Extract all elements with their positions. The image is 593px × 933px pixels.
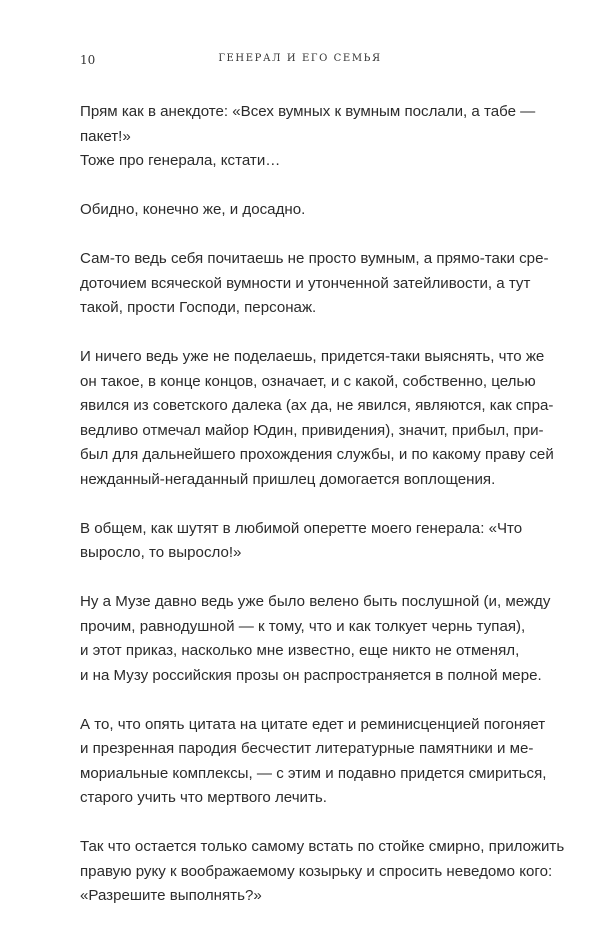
page-number: 10: [80, 53, 96, 67]
paragraph: [80, 100, 536, 174]
text-line: выросло, то выросло!»: [80, 544, 242, 561]
text-line: старого учить что мертвого лечить.: [80, 789, 327, 806]
text-line: ведливо отмечал майор Юдин, привидения), значит, прибыл, при-: [80, 421, 544, 439]
paragraph: [80, 590, 551, 688]
text-line: прочим, равнодушной — к тому, что и как толкует чернь тупая),: [80, 617, 526, 635]
text-line: Прям как в анекдоте: «Всех вумных к вумным послали, а табе —: [80, 103, 536, 120]
page-header: [80, 53, 520, 69]
text-line: Ну а Музе давно ведь уже было велено быть послушной (и, между: [80, 593, 551, 610]
text-line: нежданный-негаданный пришлец домогается воплощения.: [80, 470, 496, 488]
text-line: А то, что опять цитата на цитате едет и реминисценцией погоняет: [80, 715, 546, 733]
text-line: доточием всяческой вумности и утонченной затейливости, а тут: [80, 274, 531, 292]
text-line: И ничего ведь уже не поделаешь, придется-таки выяснять, что же: [80, 348, 545, 365]
text-line: и на Музу российския прозы он распространяется в полной мере.: [80, 666, 542, 684]
paragraph: [80, 835, 565, 909]
paragraph: [80, 713, 547, 811]
text-line: В общем, как шутят в любимой оперетте моего генерала: «Что: [80, 519, 523, 537]
running-head: ГЕНЕРАЛ И ЕГО СЕМЬЯ: [218, 53, 382, 64]
text-line: он такое, в конце концов, означает, и с какой, собственно, целью: [80, 372, 536, 390]
paragraph: [80, 517, 522, 566]
text-line: Так что остается только самому встать по стойке смирно, приложить: [80, 838, 565, 855]
text-line: Тоже про генерала, кстати…: [80, 152, 281, 169]
paragraph: [80, 198, 522, 223]
text-line: такой, прости Господи, персонаж.: [80, 299, 317, 316]
text-line: пакет!»: [80, 127, 131, 145]
text-line: и презренная пародия бесчестит литературные памятники и ме-: [80, 740, 534, 757]
body-text: [80, 100, 565, 933]
text-line: мориальные комплексы, — с этим и подавно придется смириться,: [80, 764, 547, 782]
text-line: был для дальнейшего прохождения службы, и по какому праву сей: [80, 446, 554, 463]
paragraph: [80, 345, 554, 492]
text-line: Сам-то ведь себя почитаешь не просто вумным, а прямо-таки сре-: [80, 250, 549, 267]
text-line: правую руку к воображаемому козырьку и спросить неведомо кого:: [80, 862, 553, 880]
text-line: «Разрешите выполнять?»: [80, 887, 262, 904]
paragraph: [80, 247, 549, 321]
text-line: Обидно, конечно же, и досадно.: [80, 201, 306, 218]
text-line: и этот приказ, насколько мне известно, еще никто не отменял,: [80, 642, 520, 659]
text-line: явился из советского далека (ах да, не явился, являются, как спра-: [80, 397, 554, 414]
